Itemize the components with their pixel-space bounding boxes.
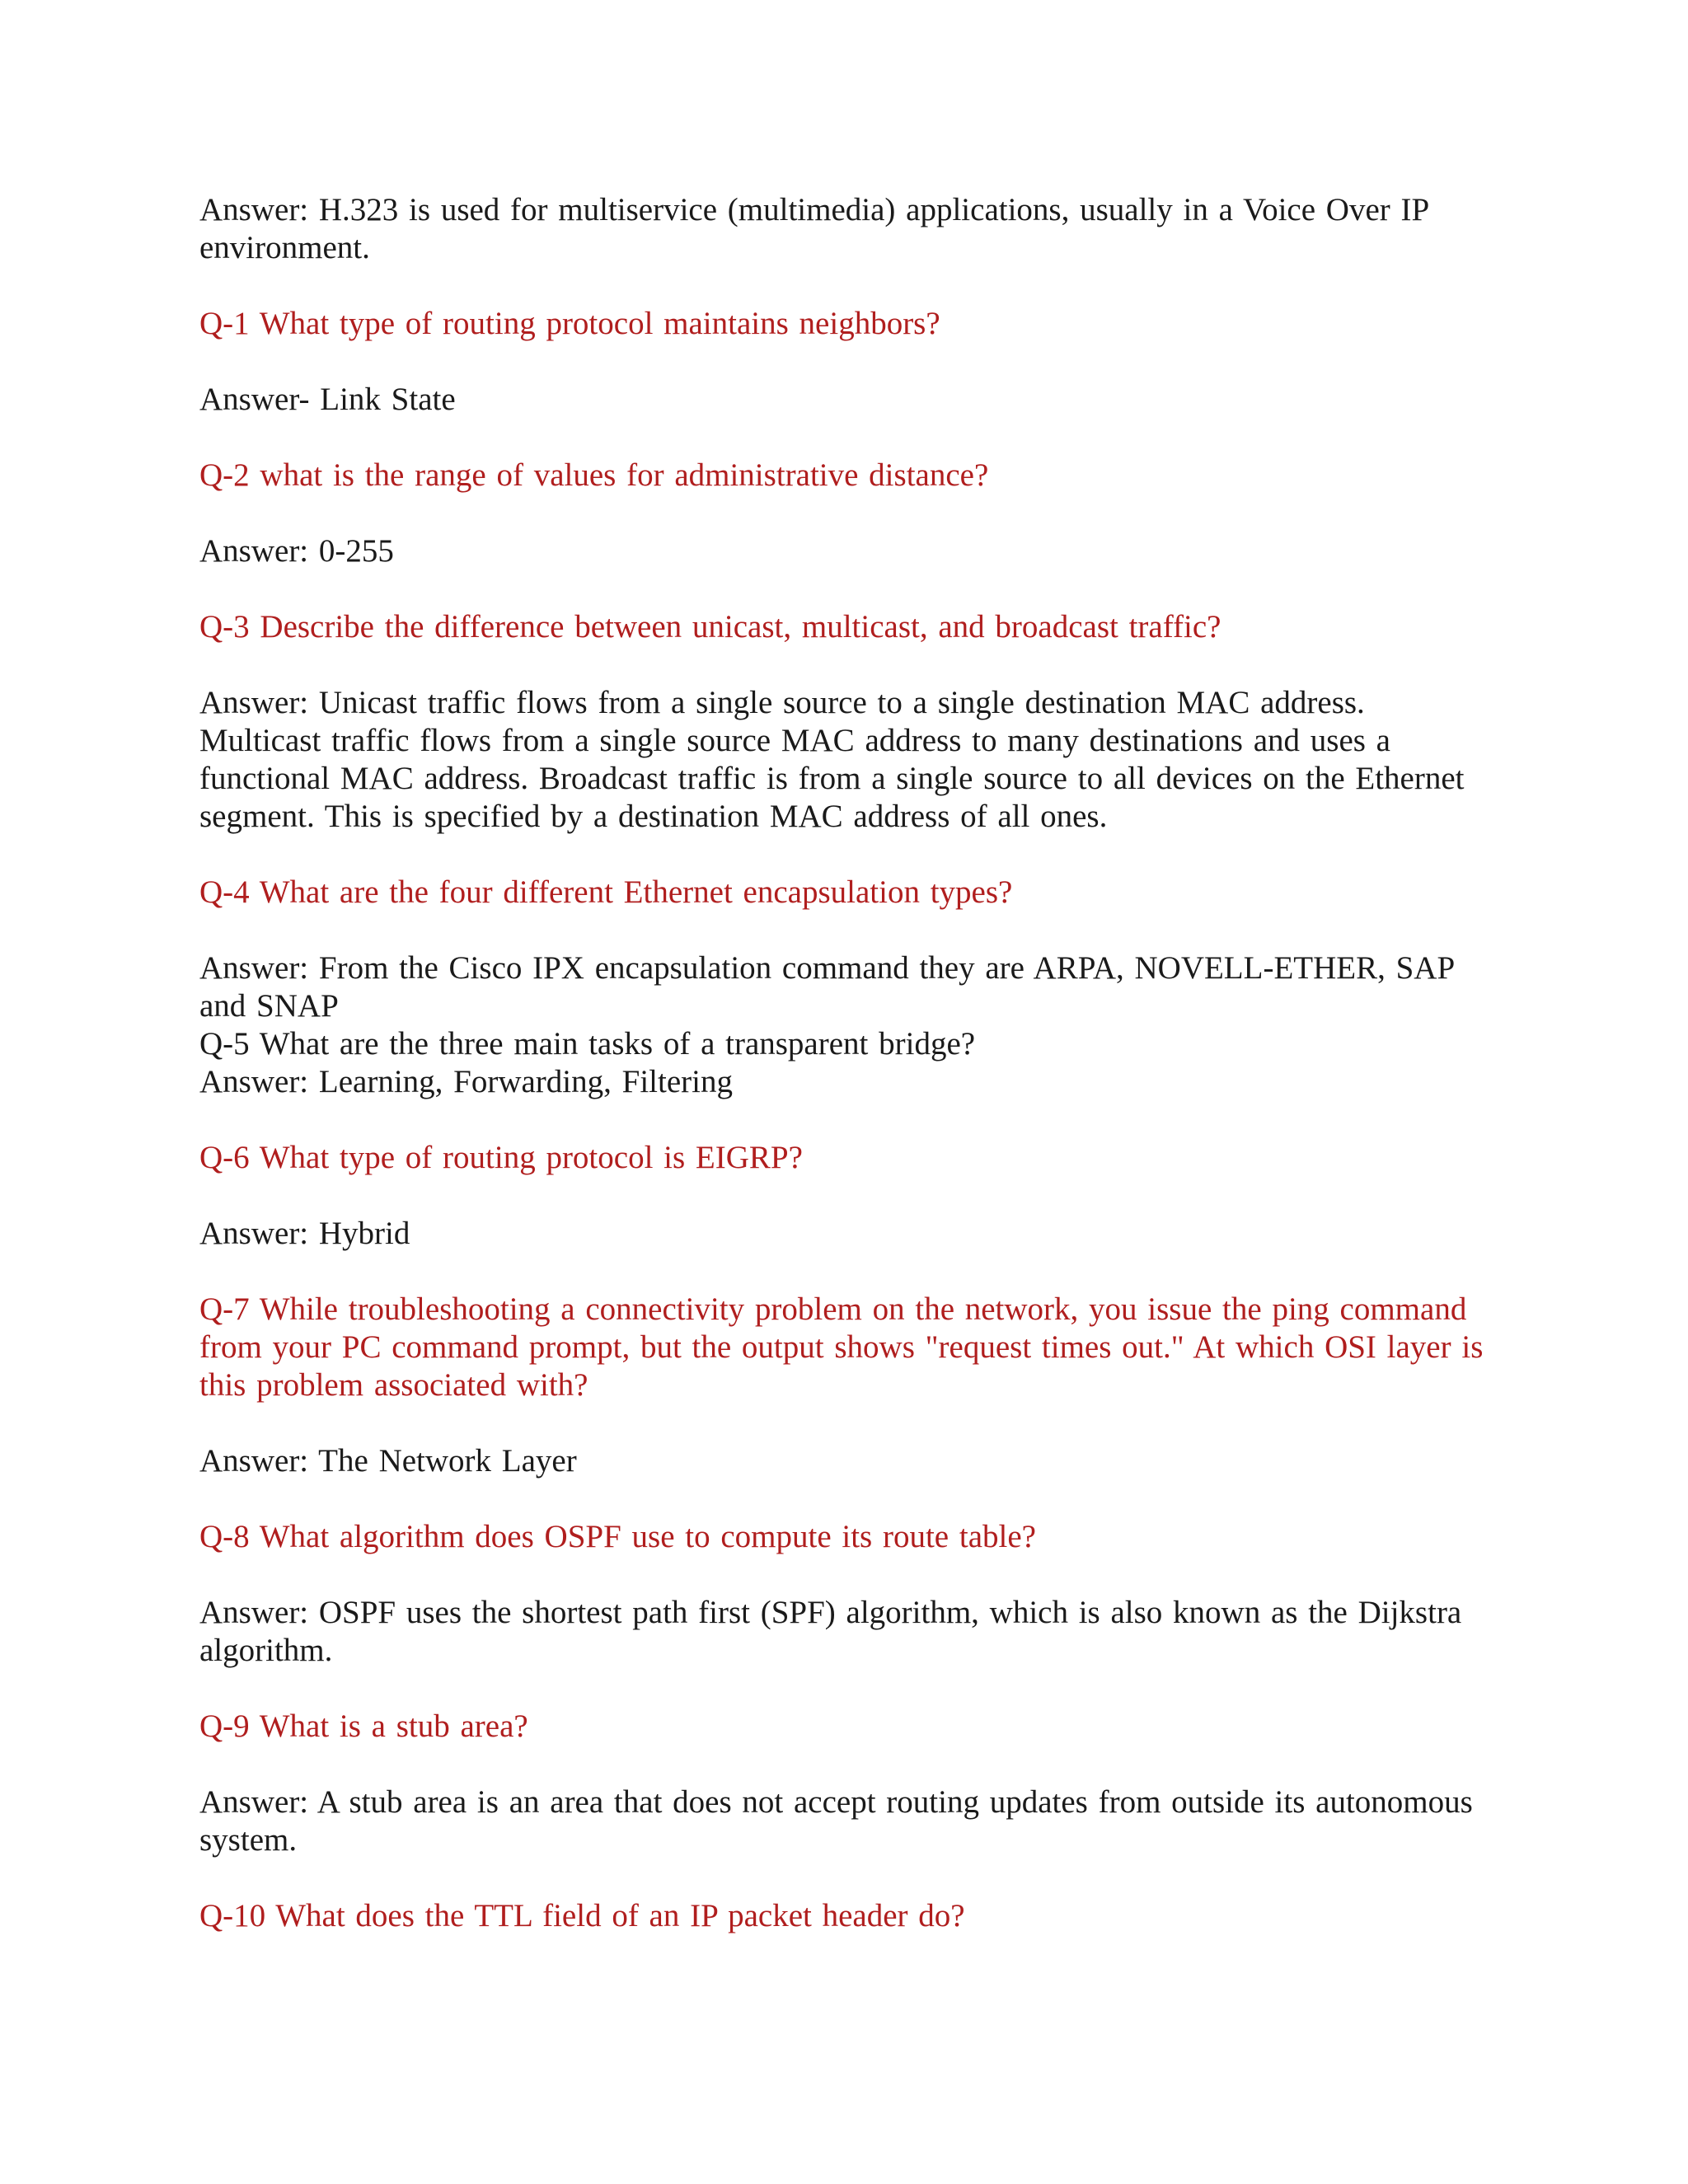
question-6: Q-6 What type of routing protocol is EIGRP?	[199, 1140, 803, 1175]
question-3: Q-3 Describe the difference between unicast, multicast, and broadcast traffic?	[199, 609, 1221, 644]
question-5: Q-5 What are the three main tasks of a transparent bridge?	[199, 1026, 976, 1062]
question-1: Q-1 What type of routing protocol maintains neighbors?	[199, 306, 940, 341]
answer-1: Answer- Link State	[199, 382, 456, 417]
question-7: Q-7 While troubleshooting a connectivity problem on the network, you issue the ping command from your PC command prompt, but the output shows "request times out." At which OSI layer is this problem associated with?	[199, 1291, 1484, 1403]
answer-h323: Answer: H.323 is used for multiservice (multimedia) applications, usually in a Voice Over IP environment.	[199, 192, 1428, 265]
answer-3: Answer: Unicast traffic flows from a single source to a single destination MAC address. Multicast traffic flows from a single source MAC address to many destinations and uses a functional MAC address. Broadcast traffic is from a single source to all devices on the Ethernet segment. This is specified by a destination MAC address of all ones.	[199, 685, 1465, 834]
answer-5: Answer: Learning, Forwarding, Filtering	[199, 1064, 733, 1099]
question-8: Q-8 What algorithm does OSPF use to compute its route table?	[199, 1519, 1036, 1554]
answer-4: Answer: From the Cisco IPX encapsulation command they are ARPA, NOVELL-ETHER, SAP and SNAP	[199, 950, 1454, 1024]
answer-7: Answer: The Network Layer	[199, 1443, 577, 1479]
answer-6: Answer: Hybrid	[199, 1216, 410, 1251]
question-10: Q-10 What does the TTL field of an IP packet header do?	[199, 1898, 965, 1933]
question-2: Q-2 what is the range of values for administrative distance?	[199, 457, 989, 493]
document-body	[199, 191, 1493, 1935]
answer-2: Answer: 0-255	[199, 533, 394, 569]
answer-8: Answer: OSPF uses the shortest path first (SPF) algorithm, which is also known as the Dijkstra algorithm.	[199, 1595, 1462, 1668]
question-9: Q-9 What is a stub area?	[199, 1708, 528, 1744]
answer-9: Answer: A stub area is an area that does not accept routing updates from outside its autonomous system.	[199, 1784, 1473, 1858]
question-4: Q-4 What are the four different Ethernet encapsulation types?	[199, 874, 1013, 910]
